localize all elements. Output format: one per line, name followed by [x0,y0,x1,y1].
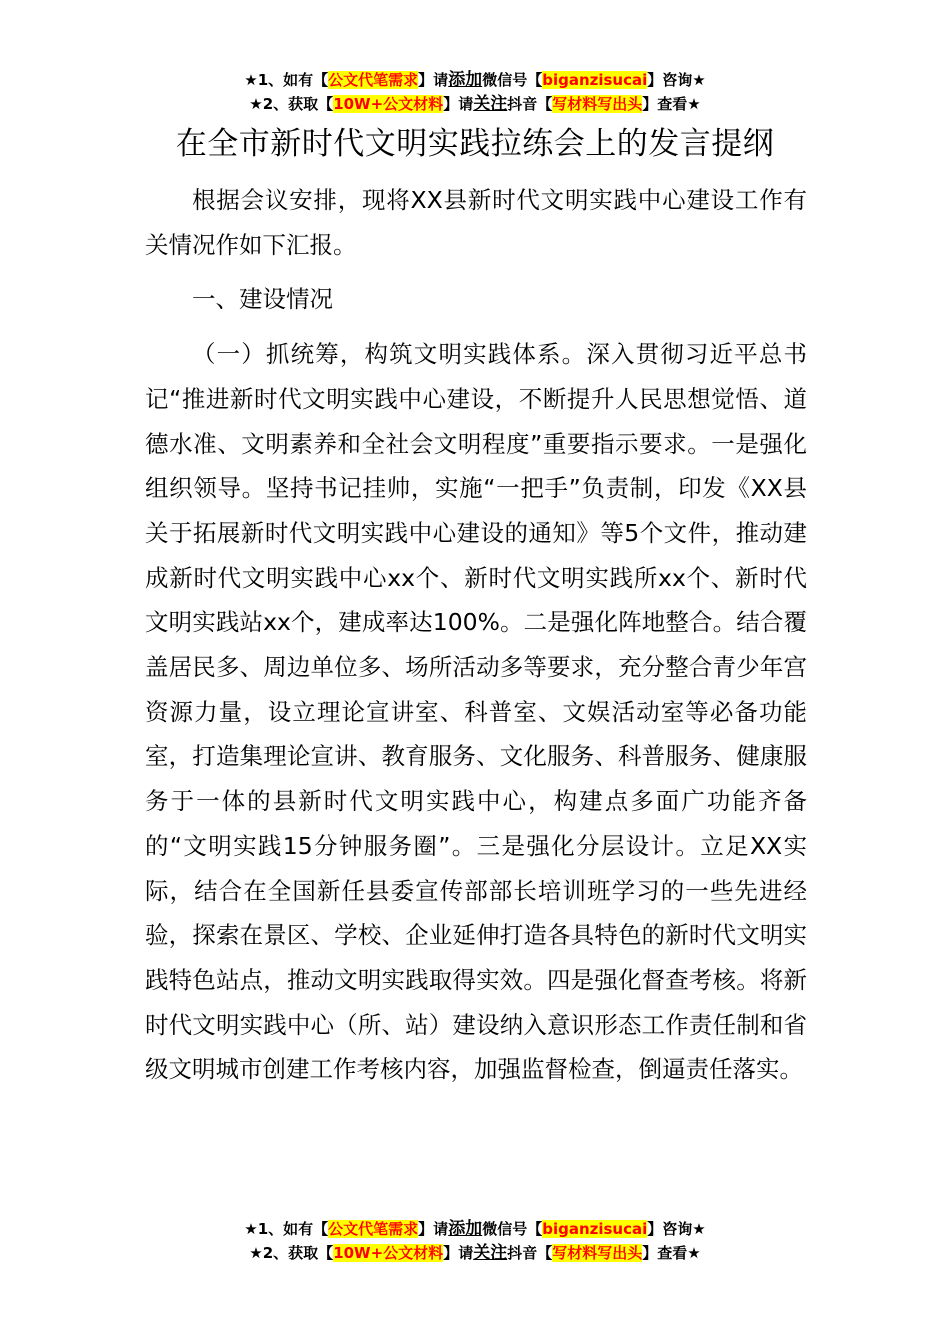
banner-text: 抖音【 [507,1244,553,1262]
banner-text: 】请 [443,95,474,113]
banner-text: 】请 [418,71,449,89]
underlined-text: 添加 [448,1219,483,1239]
top-banner [0,68,950,116]
banner-text: 】请 [443,1244,474,1262]
banner-text: 微信号【 [482,1220,543,1238]
highlight-service: 公文代笔需求 [328,71,419,89]
banner-line-1 [0,1217,950,1241]
banner-text: 】咨询★ [647,71,706,89]
banner-line-1 [0,68,950,92]
highlight-wechat-id: biganzisucai [542,71,648,89]
banner-text: 】请 [418,1220,449,1238]
banner-line-2 [0,92,950,116]
banner-text: 微信号【 [482,71,543,89]
highlight-douyin: 写材料写出头 [552,95,643,113]
banner-text: ★1、如有【 [244,71,329,89]
document-body [145,178,807,1092]
section-heading: 一、建设情况 [192,285,333,314]
banner-text: 】查看★ [642,95,701,113]
banner-line-2 [0,1241,950,1265]
body-paragraph: （一）抓统筹，构筑文明实践体系。深入贯彻习近平总书记“推进新时代文明实践中心建设，不断提升人民思想觉悟、道德水准、文明素养和全社会文明程度”重要指示要求。一是强化组织领导。坚持书记挂帅，实施“一把手”负责制，印发《XX县关于拓展新时代文明实践中心建设的通知》等5个文件，推动建成新时代文明实践中心xx个、新时代文明实践所xx个、新时代文明实践站xx个，建成率达100%。二是强化阵地整合。结合覆盖居民多、周边单位多、场所活动多等要求，充分整合青少年宫资源力量，设立理论宣讲室、科普室、文娱活动室等必备功能室，打造集理论宣讲、教育服务、文化服务、科普服务、健康服务于一体的县新时代文明实践中心，构建点多面广功能齐备的“文明实践15分钟服务圈”。三是强化分层设计。立足XX实际，结合在全国新任县委宣传部部长培训班学习的一些先进经验，探索在景区、学校、企业延伸打造各具特色的新时代文明实践特色站点，推动文明实践取得实效。四是强化督查考核。将新时代文明实践中心（所、站）建设纳入意识形态工作责任制和省级文明城市创建工作考核内容，加强监督检查，倒逼责任落实。 [145,340,807,1084]
banner-text: 抖音【 [507,95,553,113]
banner-text: 】咨询★ [647,1220,706,1238]
highlight-materials: 10W+公文材料 [333,95,444,113]
highlight-service: 公文代笔需求 [328,1220,419,1238]
banner-text: 】查看★ [642,1244,701,1262]
document-title: 在全市新时代文明实践拉练会上的发言提纲 [175,126,775,162]
highlight-materials: 10W+公文材料 [333,1244,444,1262]
highlight-douyin: 写材料写出头 [552,1244,643,1262]
bottom-banner [0,1217,950,1265]
banner-text: ★2、获取【 [249,1244,334,1262]
banner-text: ★1、如有【 [244,1220,329,1238]
banner-text: ★2、获取【 [249,95,334,113]
intro-paragraph: 根据会议安排，现将XX县新时代文明实践中心建设工作有关情况作如下汇报。 [145,186,807,259]
underlined-text: 关注 [473,94,508,114]
underlined-text: 关注 [473,1243,508,1263]
underlined-text: 添加 [448,70,483,90]
highlight-wechat-id: biganzisucai [542,1220,648,1238]
